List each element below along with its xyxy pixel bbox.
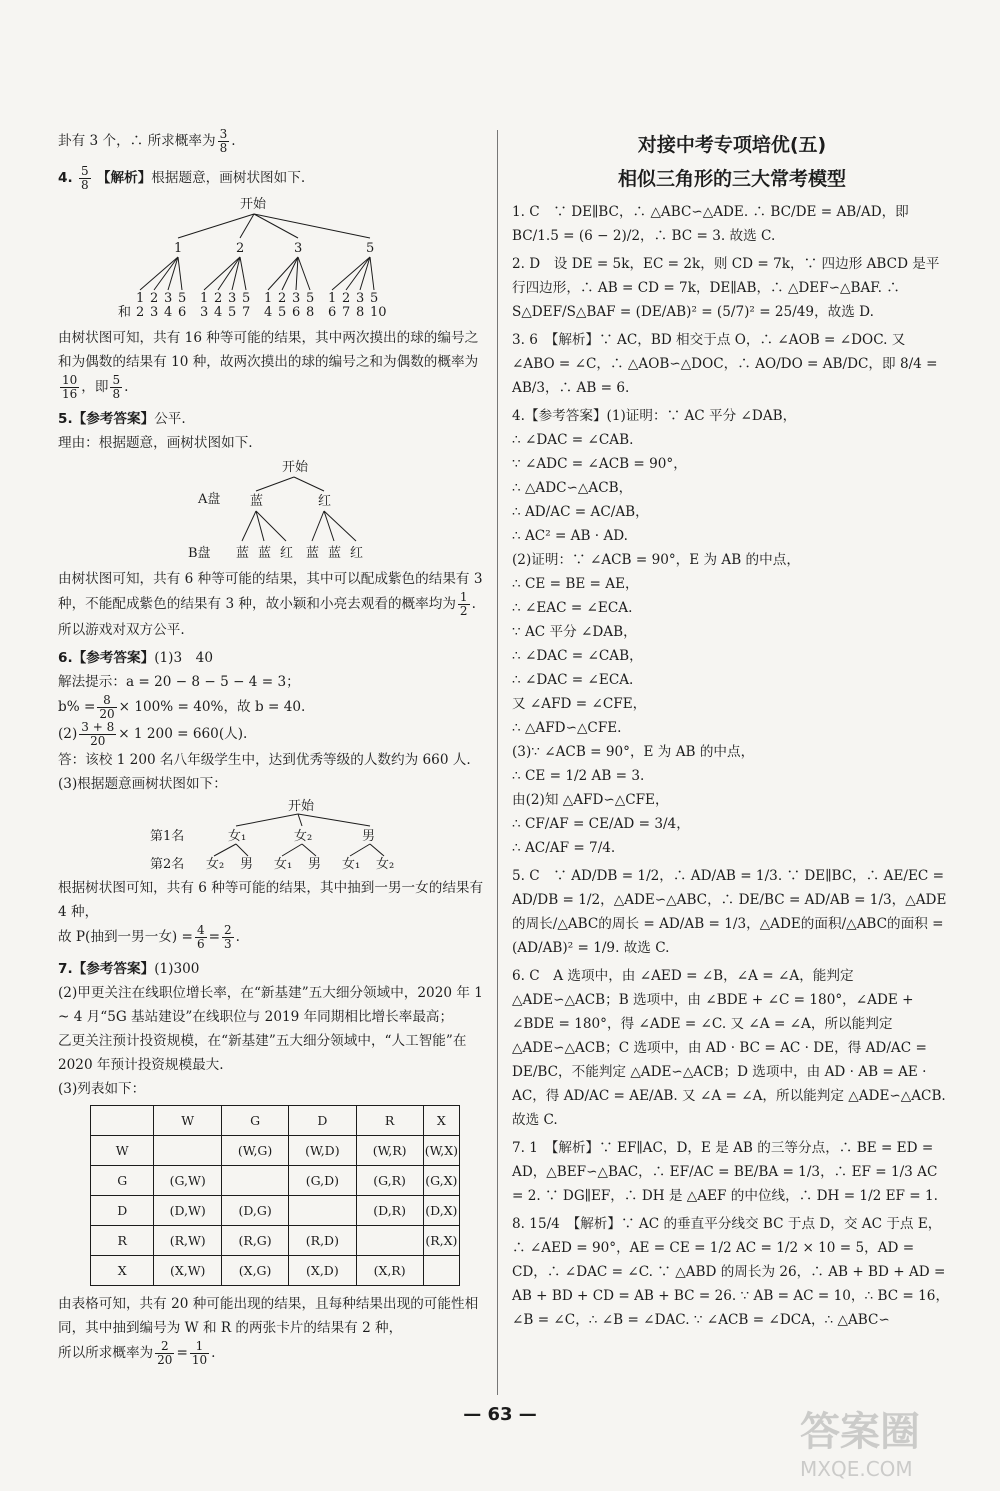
tree-branch: [140, 257, 178, 290]
question-7: 7.【参考答案】(1)300: [58, 961, 200, 977]
answer-4-line: ∴ CF/AF = CE/AD = 3/4，: [512, 816, 690, 832]
answer-4-line: 由(2)知 △AFD∽△CFE，: [512, 792, 669, 808]
tree-leaf: 5: [178, 291, 187, 306]
q6-line-2: b% = $\frac{8}{20}$ × 100% = 40%，故 b = 40.: [58, 693, 306, 721]
tree-sum: 5: [228, 305, 237, 320]
tree-branch: [302, 844, 316, 856]
tree-leaf: 蓝: [236, 546, 250, 561]
tree-branch: [154, 257, 178, 290]
q4-conclusion: 由树状图可知，共有 16 种等可能的结果，其中两次摸出的球的编号之和为偶数的结果有 10 种，故两次摸出的球的编号之和为偶数的概率为 $\frac{10}{16}$ ，即 $\frac{5}{8}$ .: [58, 330, 479, 401]
table-cell: [423, 1256, 459, 1286]
q7-line-4: 由表格可知，共有 20 种可能出现的结果，且每种结果出现的可能性相同，其中抽到编号为 W 和 R 的两张卡片的结果有 2 种，: [58, 1296, 479, 1336]
table-cell: W: [91, 1136, 154, 1166]
answer-8: 8. 15/4 【解析】∵ AC 的垂直平分线交 BC 于点 D，交 AC 于点 E，∴ ∠AED = 90°，AE = CE = 1/2 AC = 1/2 × 10 = 5，AD = CD，∴ ∠DAC = ∠C. ∵ △ABD 的周长为 26，∴ AB + BD + AD = AB + BD + CD = AB + BC = 26. ∵ AB = AC = 10，∴ BC = 16，∠B = ∠C，∴ ∠B = ∠DAC. ∵ ∠ACB = ∠DCA，∴ △ABC∽: [512, 1216, 950, 1328]
tree-sum: 4: [214, 305, 223, 320]
q6-line-4: 答：该校 1 200 名八年级学生中，达到优秀等级的人数约为 660 人.: [58, 752, 471, 768]
tree-node: 女₁: [228, 829, 247, 844]
answer-4: [512, 404, 952, 860]
table-cell: (G,X): [423, 1166, 459, 1196]
tree-branch: [254, 214, 370, 238]
q5-final: 所以游戏对双方公平.: [58, 622, 185, 638]
answer-4-line: ∴ AC/AF = 7/4.: [512, 840, 616, 856]
tree-leaf: 蓝: [306, 546, 320, 561]
tree-node: 1: [174, 241, 183, 256]
watermark-logo: 答案圈 MXQE.COM: [800, 1409, 920, 1481]
answer-4-line: 4.【参考答案】(1)证明：∵ AC 平分 ∠DAB，: [512, 408, 797, 424]
table-cell: R: [91, 1226, 154, 1256]
table-row: [91, 1196, 460, 1226]
tree-diagram-colors: [58, 457, 490, 565]
table-cell: (R,X): [423, 1226, 459, 1256]
tree-leaf: 2: [150, 291, 159, 306]
table-cell: (R,G): [221, 1226, 288, 1256]
row-label-first: 第1名: [150, 829, 185, 844]
tree-node: 蓝: [250, 494, 264, 509]
tree-branch: [312, 511, 324, 541]
section-subtitle: 相似三角形的三大常考模型: [617, 168, 846, 190]
outcome-table: [90, 1105, 460, 1286]
tree-branch: [346, 257, 370, 290]
table-cell: X: [423, 1106, 459, 1136]
tree-branch: [268, 257, 298, 290]
answer-4-line: ∴ CE = BE = AE，: [512, 576, 639, 592]
tree-branch: [282, 844, 302, 856]
tree-sum: 7: [342, 305, 351, 320]
page-number: — 63 —: [463, 1404, 537, 1425]
answer-4-line: ∵ AC 平分 ∠DAB，: [512, 624, 637, 640]
tree-sum: 3: [200, 305, 209, 320]
tree-leaf: 1: [200, 291, 209, 306]
tree-leaf: 3: [164, 291, 173, 306]
tree-node: 男: [362, 829, 376, 844]
table-cell: (G,R): [356, 1166, 423, 1196]
answer-4-line: ∴ ∠DAC = ∠ECA.: [512, 672, 634, 688]
q7-line-3: (3)列表如下：: [58, 1081, 146, 1097]
table-cell: W: [154, 1106, 222, 1136]
tree-leaf: 2: [342, 291, 351, 306]
tree-branch: [236, 844, 248, 856]
tree-leaf: 3: [356, 291, 365, 306]
row-label-a: A盘: [198, 492, 221, 507]
tree-diagram-sums: [58, 194, 490, 324]
left-column: [58, 128, 490, 1367]
tree-root: 开始: [288, 799, 315, 814]
table-cell: X: [91, 1256, 154, 1286]
answer-4-line: ∴ ∠DAC = ∠CAB.: [512, 432, 634, 448]
table-row: [91, 1256, 460, 1286]
table-cell: (X,R): [356, 1256, 423, 1286]
table-cell: (D,X): [423, 1196, 459, 1226]
column-divider: [497, 130, 498, 1395]
tree-sum: 6: [178, 305, 187, 320]
tree-branch: [294, 477, 324, 491]
table-cell: (R,W): [154, 1226, 222, 1256]
table-cell: (W,R): [356, 1136, 423, 1166]
tree-sum: 8: [306, 305, 315, 320]
tree-branch: [178, 257, 182, 290]
tree-leaf: 红: [280, 546, 294, 561]
tree-leaf: 5: [306, 291, 315, 306]
tree-sum: 4: [164, 305, 173, 320]
tree-node: 红: [318, 494, 332, 509]
sum-label: 和: [118, 305, 132, 320]
q6-line-3: (2) $\frac{3 + 8}{20}$ × 1 200 = 660(人).: [58, 720, 248, 748]
tree-branch: [332, 257, 370, 290]
tree-node: 3: [294, 241, 303, 256]
answer-6: 6. C A 选项中，由 ∠AED = ∠B，∠A = ∠A，能判定 △ADE∽△ACB；B 选项中，由 ∠BDE + ∠C = 180°，∠ADE + ∠BDE = 180°，得 ∠ADE = ∠C. 又 ∠A = ∠A，所以能判定 △ADE∽△ACB；C 选项中，由 AD · BC = AC · DE，得 AD/AC = DE/BC，不能判定 △ADE∽△ACB；D 选项中，由 AD · AB = AE · AC，得 AD/AC = AE/AB. 又 ∠A = ∠A，所以能判定 △ADE∽△ACB. 故选 C.: [512, 968, 946, 1128]
tree-sum: 4: [264, 305, 273, 320]
table-row: [91, 1106, 460, 1136]
q7-line-1: (2)甲更关注在线职位增长率，在“新基建”五大细分领域中，2020 年 1 ~ 4 月“5G 基站建设”在线职位与 2019 年同期相比增长率最高；: [58, 985, 483, 1025]
tree-leaf: 蓝: [328, 546, 342, 561]
q6-line-1: 解法提示：a = 20 − 8 − 5 − 4 = 3；: [58, 674, 300, 690]
answer-4-line: ∴ CE = 1/2 AB = 3.: [512, 768, 645, 784]
table-row: [91, 1166, 460, 1196]
tree-branch: [254, 214, 298, 238]
tree-leaf: 1: [136, 291, 145, 306]
answer-4-line: ∴ △AFD∽△CFE.: [512, 720, 622, 736]
q5-reason: 理由：根据题意，画树状图如下.: [58, 435, 253, 451]
q6-line-6: 根据树状图可知，共有 6 种等可能的结果，其中抽到一男一女的结果有 4 种，: [58, 880, 484, 920]
answer-1: 1. C ∵ DE∥BC，∴ △ABC∽△ADE. ∴ BC/DE = AB/AD，即 BC/1.5 = (6 − 2)/2，∴ BC = 3. 故选 C.: [512, 204, 909, 244]
answer-4-line: ∴ AC² = AB · AD.: [512, 528, 628, 544]
answer-7: 7. 1 【解析】∵ EF∥AC，D，E 是 AB 的三等分点，∴ BE = ED = AD，△BEF∽△BAC，∴ EF/AC = BE/BA = 1/3，∴ EF = 1/3 AC = 2. ∵ DG∥EF，∴ DH 是 △AEF 的中位线，∴ DH = 1/2 EF = 1.: [512, 1140, 938, 1204]
tree-leaf: 5: [242, 291, 251, 306]
tree-node: 2: [236, 241, 245, 256]
answer-4-line: ∵ ∠ADC = ∠ACB = 90°，: [512, 456, 687, 472]
tree-branch: [350, 844, 370, 856]
tree-leaf: 男: [240, 857, 254, 872]
tree-diagram-gender: [58, 798, 490, 874]
question-5: 5.【参考答案】公平.: [58, 411, 186, 427]
table-cell: [289, 1196, 356, 1226]
tree-branch: [242, 511, 256, 541]
tree-branch: [236, 814, 298, 826]
question-6: 6.【参考答案】(1)3 40: [58, 650, 213, 666]
tree-branch: [204, 257, 240, 290]
question-4: 4. $\frac{5}{8}$ 【解析】根据题意，画树状图如下.: [58, 164, 306, 192]
tree-branch: [298, 814, 302, 826]
table-cell: (D,G): [221, 1196, 288, 1226]
table-cell: (G,D): [289, 1166, 356, 1196]
table-cell: D: [91, 1196, 154, 1226]
tree-leaf: 5: [370, 291, 379, 306]
answer-3: 3. 6 【解析】∵ AC，BD 相交于点 O，∴ ∠AOB = ∠DOC. 又 ∠ABO = ∠C，∴ △AOB∽△DOC，∴ AO/DO = AB/DC，即 8/4 = AB/3，∴ AB = 6.: [512, 332, 938, 396]
table-cell: G: [221, 1106, 288, 1136]
tree-root: 开始: [240, 197, 267, 212]
tree-branch: [370, 844, 384, 856]
table-cell: G: [91, 1166, 154, 1196]
right-column: [512, 128, 952, 1332]
q6-line-7: 故 P(抽到一男一女) = $\frac{4}{6}$ = $\frac{2}{3}$ .: [58, 923, 240, 951]
table-cell: (W,X): [423, 1136, 459, 1166]
tree-sum: 10: [370, 305, 387, 320]
tree-leaf: 1: [264, 291, 273, 306]
tree-leaf: 2: [214, 291, 223, 306]
tree-leaf: 1: [328, 291, 337, 306]
answer-4-line: ∴ ∠DAC = ∠CAB，: [512, 648, 643, 664]
q7-line-5: 所以所求概率为 $\frac{2}{20}$ = $\frac{1}{10}$ .: [58, 1339, 216, 1367]
table-cell: (R,D): [289, 1226, 356, 1256]
tree-branch: [232, 257, 240, 290]
table-cell: (W,D): [289, 1136, 356, 1166]
tree-sum: 5: [278, 305, 287, 320]
tree-branch: [370, 257, 374, 290]
table-cell: (G,W): [154, 1166, 222, 1196]
carryover-line: 卦有 3 个，∴ 所求概率为 $\frac{3}{8}$ .: [58, 127, 236, 155]
tree-leaf: 2: [278, 291, 287, 306]
table-cell: [154, 1136, 222, 1166]
q6-line-5: (3)根据题意画树状图如下：: [58, 776, 227, 792]
table-row: [91, 1136, 460, 1166]
tree-sum: 7: [242, 305, 251, 320]
tree-leaf: 女₁: [342, 857, 361, 872]
table-cell: (X,W): [154, 1256, 222, 1286]
table-cell: [356, 1226, 423, 1256]
tree-branch: [282, 257, 298, 290]
tree-branch: [298, 257, 310, 290]
tree-branch: [296, 257, 298, 290]
tree-sum: 2: [136, 305, 145, 320]
answer-4-line: (2)证明：∵ ∠ACB = 90°，E 为 AB 的中点，: [512, 552, 800, 568]
tree-sum: 8: [356, 305, 365, 320]
tree-leaf: 红: [350, 546, 364, 561]
tree-leaf: 女₂: [376, 857, 395, 872]
tree-branch: [298, 814, 370, 826]
table-cell: (X,D): [289, 1256, 356, 1286]
row-label-b: B盘: [188, 546, 211, 561]
table-cell: R: [356, 1106, 423, 1136]
tree-leaf: 3: [292, 291, 301, 306]
table-cell: (W,G): [221, 1136, 288, 1166]
tree-leaf: 女₁: [274, 857, 293, 872]
tree-branch: [240, 257, 246, 290]
table-cell: [221, 1166, 288, 1196]
tree-leaf: 蓝: [258, 546, 272, 561]
tree-root: 开始: [282, 460, 309, 475]
table-cell: (X,G): [221, 1256, 288, 1286]
answer-4-line: ∴ AD/AC = AC/AB，: [512, 504, 649, 520]
tree-sum: 6: [292, 305, 301, 320]
tree-leaf: 女₂: [206, 857, 225, 872]
table-row: [91, 1226, 460, 1256]
table-cell: (D,W): [154, 1196, 222, 1226]
answer-4-line: ∴ ∠EAC = ∠ECA.: [512, 600, 633, 616]
answer-5: 5. C ∵ AD/DB = 1/2，∴ AD/AB = 1/3. ∵ DE∥BC，∴ AE/EC = AD/DB = 1/2，△ADE∽△ABC，∴ DE/BC = AD/AB = 1/3，△ADE的周长/△ABC的周长 = AD/AB = 1/3，△ADE的面积/△ABC的面积 = (AD/AB)² = 1/9. 故选 C.: [512, 868, 947, 956]
tree-leaf: 男: [308, 857, 322, 872]
table-cell: D: [289, 1106, 356, 1136]
table-cell: [91, 1106, 154, 1136]
answer-4-line: (3)∵ ∠ACB = 90°，E 为 AB 的中点，: [512, 744, 755, 760]
section-title: 对接中考专项培优(五): [637, 134, 827, 156]
answer-4-line: ∴ △ADC∽△ACB，: [512, 480, 633, 496]
tree-branch: [256, 477, 294, 491]
tree-node: 女₂: [294, 829, 313, 844]
table-cell: (D,R): [356, 1196, 423, 1226]
q5-conclusion: 由树状图可知，共有 6 种等可能的结果，其中可以配成紫色的结果有 3 种，不能配成紫色的结果有 3 种，故小颖和小亮去观看的概率均为 $\frac{1}{2}$ .: [58, 571, 483, 618]
answer-2: 2. D 设 DE = 5k，EC = 2k，则 CD = 7k，∵ 四边形 ABCD 是平行四边形，∴ AB = CD = 7k，DE∥AB，∴ △DEF∽△BAF. ∴ S△DEF/S△BAF = (DE/AB)² = (5/7)² = 25/49，故选 D.: [512, 256, 940, 320]
tree-sum: 6: [328, 305, 337, 320]
tree-node: 5: [366, 241, 375, 256]
tree-branch: [214, 844, 236, 856]
tree-sum: 3: [150, 305, 159, 320]
q7-line-2: 乙更关注预计投资规模，在“新基建”五大细分领域中，“人工智能”在 2020 年预计投资规模最大.: [58, 1033, 467, 1073]
tree-leaf: 3: [228, 291, 237, 306]
row-label-second: 第2名: [150, 857, 185, 872]
answer-4-line: 又 ∠AFD = ∠CFE，: [512, 696, 647, 712]
